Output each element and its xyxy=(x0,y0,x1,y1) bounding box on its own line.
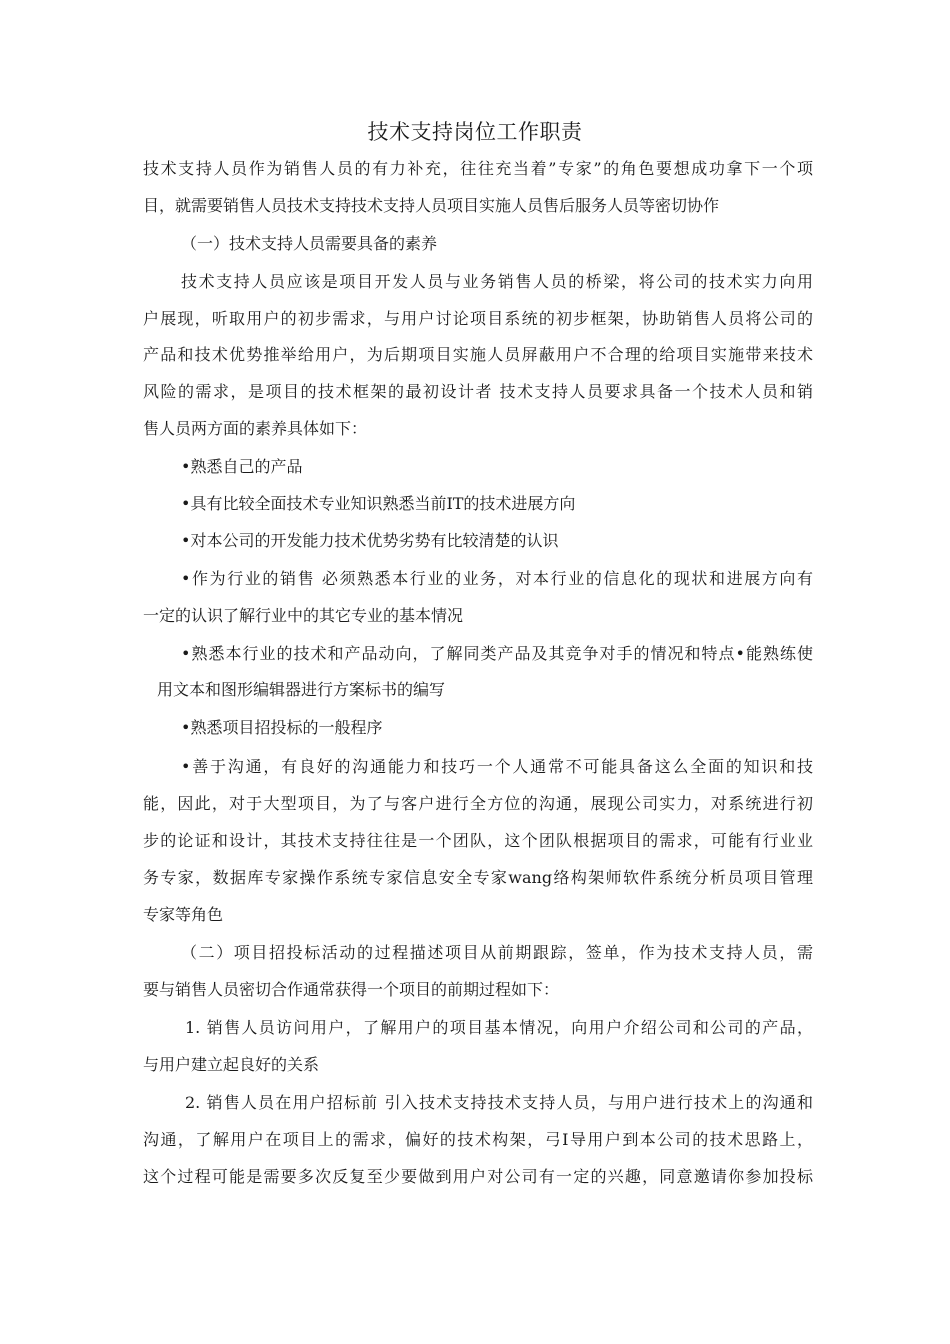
paragraph-line: 售人员两方面的素养具体如下： xyxy=(143,419,368,438)
paragraph-line: 产品和技术优势推举给用户，为后期项目实施人员屏蔽用户不合理的给项目实施带来技术 xyxy=(143,345,813,364)
paragraph-line: 能，因此，对于大型项目，为了与客户进行全方位的沟通，展现公司实力，对系统进行初 xyxy=(143,794,813,813)
paragraph-line: 步的论证和设计，其技术支持往往是一个团队，这个团队根据项目的需求，可能有行业业 xyxy=(143,831,813,850)
bullet-item: •善于沟通，有良好的沟通能力和技巧一个人通常不可能具备这么全面的知识和技 xyxy=(181,757,813,776)
bullet-item: •具有比较全面技术专业知识熟悉当前IT的技术进展方向 xyxy=(181,494,576,513)
paragraph-line: 这个过程可能是需要多次反复至少要做到用户对公司有一定的兴趣，同意邀请你参加投标 xyxy=(143,1167,813,1186)
paragraph-line: 与用户建立起良好的关系 xyxy=(143,1055,320,1074)
document-title: 技术支持岗位工作职责 xyxy=(367,120,583,144)
paragraph-line: 专家等角色 xyxy=(143,905,224,924)
list-item: 2. 销售人员在用户招标前 引入技术支持技术支持人员，与用户进行技术上的沟通和 xyxy=(185,1093,813,1112)
bullet-item: •作为行业的销售 必须熟悉本行业的业务，对本行业的信息化的现状和进展方向有 xyxy=(181,569,813,588)
section-heading: （一）技术支持人员需要具备的素养 xyxy=(181,234,438,253)
section-heading: （二）项目招投标活动的过程描述项目从前期跟踪，签单，作为技术支持人员，需 xyxy=(181,943,813,962)
paragraph-line: 一定的认识了解行业中的其它专业的基本情况 xyxy=(143,606,464,625)
paragraph-line: 目，就需要销售人员技术支持技术支持人员项目实施人员售后服务人员等密切协作 xyxy=(143,196,720,215)
paragraph-line: 用文本和图形编辑器进行方案标书的编写 xyxy=(157,680,446,699)
list-item: 1. 销售人员访问用户，了解用户的项目基本情况，向用户介绍公司和公司的产品， xyxy=(185,1018,813,1037)
paragraph-line: 技术支持人员作为销售人员的有力补充，往往充当着”专家”的角色要想成功拿下一个项 xyxy=(143,159,813,178)
paragraph-line: 要与销售人员密切合作通常获得一个项目的前期过程如下： xyxy=(143,980,560,999)
bullet-item: •对本公司的开发能力技术优势劣势有比较清楚的认识 xyxy=(181,531,559,550)
paragraph-line: 沟通，了解用户在项目上的需求，偏好的技术构架，弓I导用户到本公司的技术思路上， xyxy=(143,1130,813,1149)
paragraph-line: 务专家，数据库专家操作系统专家信息安全专家wang络构架师软件系统分析员项目管理 xyxy=(143,868,813,887)
bullet-item: •熟悉本行业的技术和产品动向，了解同类产品及其竞争对手的情况和特点•能熟练使 xyxy=(181,644,813,663)
bullet-item: •熟悉自己的产品 xyxy=(181,457,303,476)
paragraph-line: 技术支持人员应该是项目开发人员与业务销售人员的桥梁，将公司的技术实力向用 xyxy=(181,272,813,291)
bullet-item: •熟悉项目招投标的一般程序 xyxy=(181,718,383,737)
paragraph-line: 户展现，听取用户的初步需求，与用户讨论项目系统的初步框架，协助销售人员将公司的 xyxy=(143,309,813,328)
paragraph-line: 风险的需求，是项目的技术框架的最初设计者 技术支持人员要求具备一个技术人员和销 xyxy=(143,382,813,401)
